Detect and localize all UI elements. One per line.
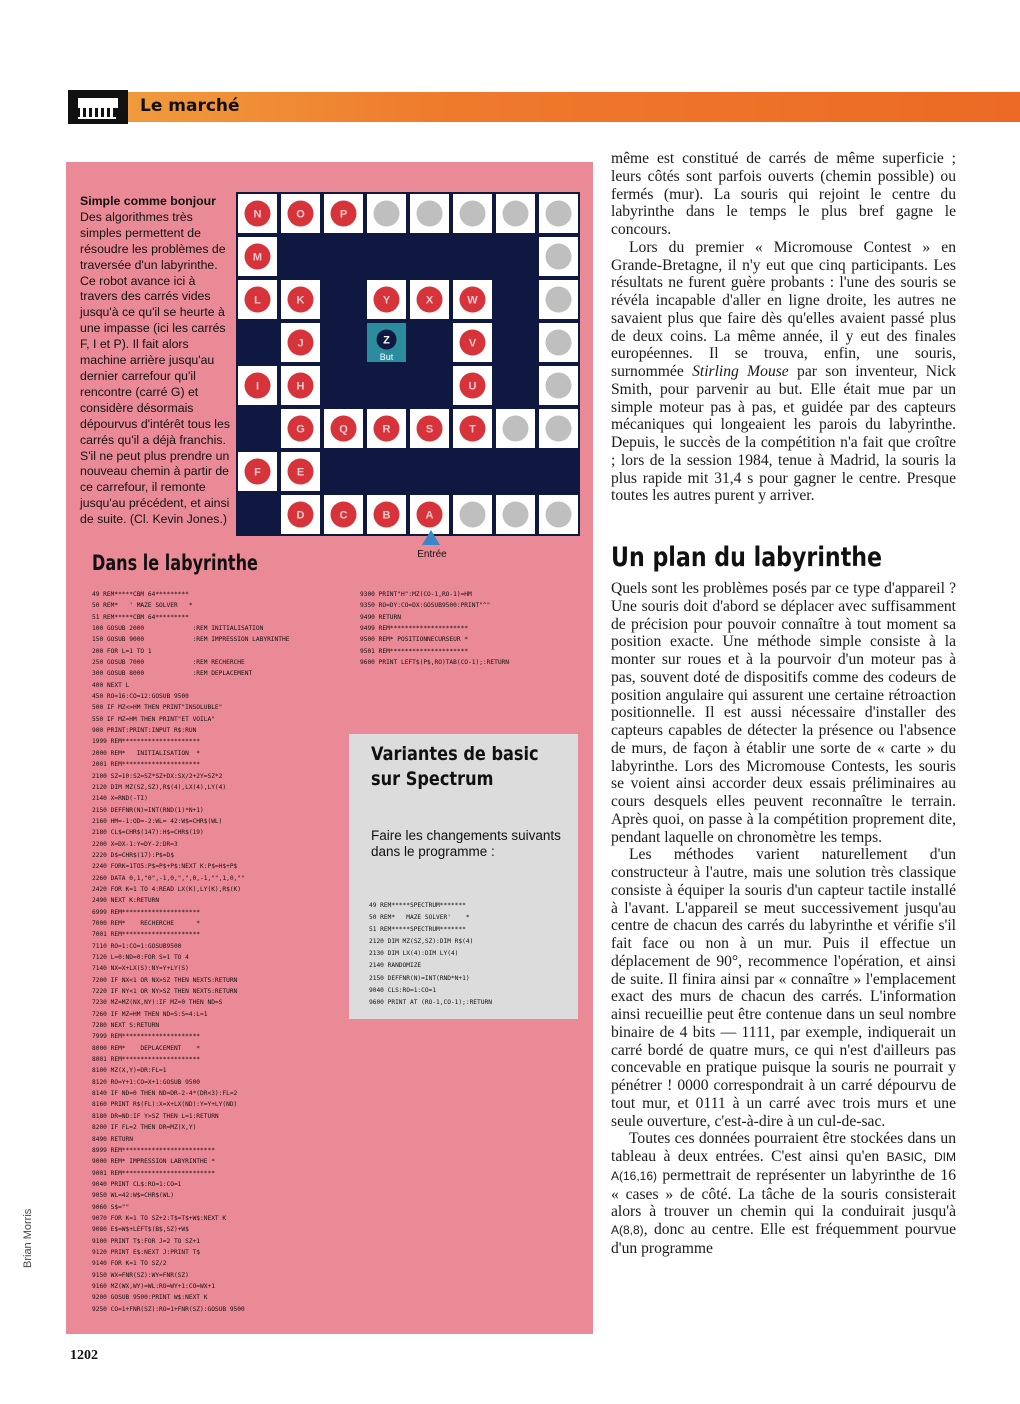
code-line: 2150 DEFFNR(N)=INT(RND*N+1)	[369, 974, 470, 982]
code-line: 8140 IF ND=0 THEN ND=DR-2-4*(DR<3):FL=2	[92, 1090, 238, 1098]
code-line: 8120 RO=Y+1:CO=X+1:GOSUB 9500	[92, 1078, 201, 1086]
maze-cell-empty	[496, 194, 535, 233]
code-line: 50 REM* MAZE SOLVER' *	[369, 914, 470, 922]
maze-cell-empty	[539, 366, 578, 405]
code-line: 2260 DATA 0,1,"0",-1,0,",",0,-1,"",1,0,""	[92, 874, 245, 882]
code-line: 1999 REM*********************	[92, 738, 201, 746]
code-line: 9500 REM* POSITIONNECURSEUR *	[360, 636, 469, 644]
svg-text:U: U	[468, 380, 477, 393]
code-line: 2120 DIM MZ(SZ,SZ):DIM R$(4)	[369, 938, 474, 946]
svg-text:O: O	[296, 208, 305, 221]
code-line: 9000 REM* IMPRESSION LABYRINTHE *	[92, 1158, 215, 1166]
maze-cell-empty	[539, 409, 578, 448]
maze-cell-empty	[453, 495, 492, 534]
code-line: 50 REM* ' MAZE SOLVER *	[92, 602, 193, 610]
code-line: 2150 DEFFNR(N)=INT(RND(1)*N+1)	[92, 806, 204, 814]
code-line: 49 REM*****CBM 64*********	[92, 591, 189, 598]
svg-text:T: T	[469, 423, 476, 436]
code-line: 2130 DIM LX(4):DIM LY(4)	[369, 950, 459, 958]
code-line: 9140 FOR K=1 TO SZ/2	[92, 1260, 167, 1268]
photo-credit: Brian Morris	[22, 1208, 34, 1268]
entry-label: Entrée	[417, 549, 447, 560]
svg-text:D: D	[296, 509, 305, 522]
maze-cell-u	[453, 366, 492, 405]
maze-cell-z	[367, 323, 406, 362]
code-line: 2200 X=DX-1:Y=DY-2:DR=3	[92, 840, 178, 848]
maze-cell-y	[367, 280, 406, 319]
maze-cell-empty	[410, 194, 449, 233]
svg-text:Z: Z	[383, 334, 390, 347]
code-line: 9150 WX=FNR(SZ):WY=FNR(SZ)	[92, 1271, 189, 1279]
code-line: 7260 IF MZ=HM THEN ND=S:S=4:L=1	[92, 1010, 208, 1018]
code-line: 400 NEXT L	[92, 681, 130, 689]
caption-body: Des algorithmes très simples permettent de résoudre les problèmes de traversée d'un labyrinthe. Ce robot avance ici à travers des carrés vides jusqu'à ce qu'il se heurte à une impasse (ici les carrés F, I et P). Il fait alors machine arrière jusqu'au dernier carrefour qu'il rencontre (carré G) et considère désormais dépourvus d'intérêt tous les carrés qu'il a déjà franchis. S'il ne peut plus prendre un nouveau chemin à partir de ce carrefour, il remonte jusqu'au précédent, et ainsi de suite.	[80, 209, 231, 527]
code-line: 6999 REM*********************	[92, 908, 201, 916]
entry-arrow-icon	[422, 530, 440, 545]
caption-title: Simple comme bonjour	[80, 194, 216, 208]
code-line: 9501 REM*********************	[360, 647, 469, 655]
code-line: 9600 PRINT AT (RO-1,CO-1);:RETURN	[369, 998, 492, 1006]
svg-text:V: V	[468, 337, 477, 350]
code-line: 7110 RO=1:CO=1:GOSUB9500	[92, 942, 182, 950]
maze-cell-m	[238, 237, 277, 276]
code-line: 51 REM*****CBM 64*********	[92, 613, 189, 621]
code-listing-right	[360, 589, 509, 668]
code-line: 2490 NEXT K:RETURN	[92, 897, 160, 905]
article-subheading: Un plan du labyrinthe	[611, 542, 883, 573]
svg-text:C: C	[339, 509, 348, 522]
code-line: 9490 RETURN	[360, 613, 401, 621]
code-line: 7001 REM*********************	[92, 931, 201, 939]
code-line: 8999 REM*************************	[92, 1146, 215, 1154]
code-line: 250 GOSUB 7000 :REM RECHERCHE	[92, 659, 245, 667]
code-line: 9250 CO=1+FNR(SZ):RO=1+FNR(SZ):GOSUB 9500	[92, 1305, 245, 1313]
maze-cell-e	[281, 452, 320, 491]
code-line: 2240 FORK=1TO5:P$=P$+P$:NEXT K:P$=H$+P$	[92, 863, 238, 871]
code-line: 9040 CLS:RO=1:CO=1	[369, 986, 437, 994]
svg-text:I: I	[255, 380, 260, 393]
code-line: 9050 WL=42:W$=CHR$(WL)	[92, 1192, 174, 1200]
maze-cell-k	[281, 280, 320, 319]
svg-text:Q: Q	[339, 423, 348, 436]
code-line: 2220 D$=CHR$(17):P$=D$	[92, 851, 174, 859]
maze-cell-empty	[496, 409, 535, 448]
variantes-title	[371, 742, 575, 792]
maze-cell-g	[281, 409, 320, 448]
maze-cell-empty	[453, 194, 492, 233]
code-line: 2160 HM=-1:OD=-2:WL= 42:W$=CHR$(WL)	[92, 817, 223, 825]
code-line: 7280 NEXT S:RETURN	[92, 1022, 160, 1030]
svg-text:E: E	[296, 466, 305, 479]
code-line: 300 GOSUB 8000 :REM DEPLACEMENT	[92, 670, 253, 678]
svg-text:X: X	[425, 294, 434, 307]
code-line: 8001 REM*********************	[92, 1056, 201, 1064]
maze-cell-l	[238, 280, 277, 319]
code-line: 150 GOSUB 9000 :REM IMPRESSION LABYRINTHE	[92, 636, 290, 644]
variantes-instructions: Faire les changements suivants dans le programme :	[371, 828, 561, 859]
code-line: 450 RO=16:CO=12:GOSUB 9500	[92, 693, 189, 701]
figure-caption	[80, 194, 236, 528]
svg-text:W: W	[467, 294, 478, 307]
svg-text:A: A	[425, 509, 434, 522]
maze-cell-empty	[539, 495, 578, 534]
code-line: 2420 FOR K=1 TO 4:READ LX(K),LY(K),R$(K)	[92, 885, 242, 893]
page-number: 1202	[70, 1348, 98, 1363]
code-line: 8100 MZ(X,Y)=DR:FL=1	[92, 1067, 167, 1075]
maze-cell-i	[238, 366, 277, 405]
code-line: 8200 IF FL=2 THEN DR=MZ(X,Y)	[92, 1124, 197, 1132]
code-line: 49 REM*****SPECTRUM*******	[369, 902, 466, 909]
svg-text:J: J	[297, 337, 304, 350]
svg-text:K: K	[296, 294, 305, 307]
svg-text:S: S	[425, 423, 434, 436]
svg-text:Y: Y	[382, 294, 391, 307]
code-line: 9060 S$=""	[92, 1203, 130, 1211]
code-line: 500 IF MZ<>HM THEN PRINT"INSOLUBLE"	[92, 704, 223, 712]
goal-label: But	[379, 352, 394, 362]
article-paragraph: même est constitué de carrés de même superficie ; leurs côtés sont parfois ouverts (chemin possible) ou fermés (mur). La souris qui rejoint le centre du labyrinthe dans le temps le plus bref gagne le concours.	[611, 150, 956, 238]
code-line: 7220 IF NY<1 OR NY>SZ THEN NEXTS:RETURN	[92, 988, 238, 996]
maze-cell-r	[367, 409, 406, 448]
code-line: 9600 PRINT LEFT$(P$,RO)TAB(CO-1);:RETURN	[360, 659, 510, 667]
variantes-box	[349, 734, 578, 1019]
svg-text:M: M	[252, 251, 263, 264]
code-line: 2140 RANDOMIZE	[369, 962, 422, 970]
code-line: 7200 IF NX<1 OR NX>SZ THEN NEXTS:RETURN	[92, 976, 238, 984]
svg-text:H: H	[296, 380, 305, 393]
code-line: 7000 REM* RECHERCHE *	[92, 919, 201, 927]
code-line: 2000 REM* INITIALISATION *	[92, 749, 201, 757]
maze-cell-q	[324, 409, 363, 448]
code-line: 9001 REM*************************	[92, 1169, 215, 1177]
code-line: 9200 GOSUB 9500:PRINT W$:NEXT K	[92, 1294, 208, 1302]
svg-text:G: G	[296, 423, 305, 436]
code-line: 8490 RETURN	[92, 1135, 133, 1143]
maze-cell-j	[281, 323, 320, 362]
code-line: 7120 L=0:ND=0:FOR S=1 TO 4	[92, 954, 189, 961]
svg-text:N: N	[253, 208, 262, 221]
svg-text:P: P	[339, 208, 348, 221]
code-line: 2120 DIM MZ(SZ,SZ),R$(4),LX(4),LY(4)	[92, 783, 227, 791]
code-line: 9300 PRINT"H":MZ(CO-1,RO-1)=HM	[360, 591, 472, 598]
maze-cell-n	[238, 194, 277, 233]
article-paragraph: Les méthodes varient naturellement d'un constructeur à l'autre, mais une solution très classique consiste à équiper la souris d'un capteur tactile installé à l'avant. L'appareil se meut successivement jusqu'au centre de chacun des carrés du labyrinthe et vérifie s'il fait face ou non à un mur. Puis il effectue un déplacement de 90°, recommence l'opération, et ainsi de suite. Il finira ainsi par « connaître » l'emplacement exact des murs de chacun des carrés. L'information ainsi recueillie peut être contenue dans un seul nombre binaire de 4 bits — 1111, par exemple, indiquerait un carré bordé de quatre murs, ce qui n'est d'ailleurs pas concevable en pratique puisque la souris ne pourrait y pénétrer ! 0000 correspondrait à un carré dépourvu de tout mur, et 0111 à un carré avec trois murs et une seule ouverture, c'est-à-dire à un cul-de-sac.	[611, 846, 956, 1130]
code-line: 7140 NX=X+LX(S):NY=Y+LY(S)	[92, 965, 189, 973]
maze-cell-c	[324, 495, 363, 534]
code-line: 8000 REM* DEPLACEMENT *	[92, 1044, 201, 1052]
code-line: 9080 E$=W$+LEFT$(B$,SZ)+W$	[92, 1226, 189, 1234]
code-line: 7999 REM*********************	[92, 1033, 201, 1041]
code-line: 8160 PRINT R$(FL):X=X+LX(ND):Y=Y+LY(ND)	[92, 1101, 238, 1109]
code-line: 51 REM*****SPECTRUM*******	[369, 926, 466, 934]
maze-cell-v	[453, 323, 492, 362]
svg-text:L: L	[254, 294, 261, 307]
maze-cell-a	[410, 495, 449, 534]
code-line: 9350 RO=DY:CO=DX:GOSUB9500:PRINT"^"	[360, 602, 491, 610]
code-line: 2001 REM*********************	[92, 761, 201, 769]
article-paragraph: Lors du premier « Micromouse Contest » en Grande-Bretagne, il n'y eut que cinq participants. Les résultats ne furent guère probants : l'une des souris se révéla incapable d'aller en ligne droite, les autres ne savaient plus que faire dès qu'elles avaient passé plus de deux coins. La même année, il y eut des finales européennes. Il se trouva, enfin, une souris, surnommée Stirling Mouse par son inventeur, Nick Smith, pour parvenir au but. Elle était mue par un simple moteur pas à pas, et guidée par des capteurs mécaniques qui longeaient les parois du labyrinthe. Depuis, le succès de la compétition n'a fait que croître ; lors de la session 1984, tenue à Madrid, la souris la plus rapide mit 31,4 s pour gagner le centre. Presque toutes les autres purent y arriver.	[611, 238, 956, 505]
maze-cell-empty	[367, 194, 406, 233]
code-line: 7230 MZ=MZ(NX,NY):IF MZ=0 THEN ND=S	[92, 999, 223, 1007]
code-line: 9120 PRINT E$:NEXT J:PRINT T$	[92, 1248, 201, 1256]
maze-cell-x	[410, 280, 449, 319]
program-title: Dans le labyrinthe	[92, 551, 258, 575]
caption-credit: (Cl. Kevin Jones.)	[129, 512, 227, 527]
maze-cell-d	[281, 495, 320, 534]
section-title: Le marché	[140, 96, 240, 116]
svg-text:B: B	[382, 509, 391, 522]
code-line: 200 FOR L=1 TO 1	[92, 647, 152, 655]
maze-cell-h	[281, 366, 320, 405]
code-line: 9160 MZ(WX,WY)=WL:RO=WY+1:CO=WX+1	[92, 1282, 215, 1290]
code-line: 2100 SZ=10:S2=SZ*SZ+DX:SX/2+2Y=SZ*2	[92, 772, 223, 780]
maze-cell-s	[410, 409, 449, 448]
maze-cell-t	[453, 409, 492, 448]
chip-icon	[68, 90, 128, 124]
variantes-title-line2: sur Spectrum	[371, 768, 494, 790]
maze-cell-empty	[539, 194, 578, 233]
svg-text:F: F	[254, 466, 261, 479]
code-line: 9100 PRINT T$:FOR J=2 TO SZ+1	[92, 1237, 201, 1245]
code-line: 9499 REM*********************	[360, 625, 469, 633]
maze-cell-o	[281, 194, 320, 233]
maze-svg	[236, 192, 580, 536]
code-listing-main	[92, 589, 289, 1315]
maze-cell-p	[324, 194, 363, 233]
maze-cell-empty	[539, 323, 578, 362]
code-line: 9070 FOR K=1 TO SZ+2:T$=T$+W$:NEXT K	[92, 1214, 227, 1222]
maze-cell-w	[453, 280, 492, 319]
maze-cell-empty	[539, 237, 578, 276]
code-line: 2140 X=RND(-TI)	[92, 795, 148, 803]
article-column-top	[611, 150, 956, 505]
svg-text:R: R	[382, 423, 391, 436]
article-paragraph: Toutes ces données pourraient être stockées dans un tableau à deux entrées. C'est ainsi qu'en BASIC, DIM A(16,16) permettrait de représenter un labyrinthe de 16 « cases » de côté. La tâche de la souris consisterait alors à trouver un chemin qui la conduirait jusqu'à A(8,8), donc au centre. Elle est fréquemment pourvue d'un programme	[611, 1130, 957, 1257]
code-line: 900 PRINT:PRINT:INPUT R$:RUN	[92, 727, 197, 735]
code-line: 8180 DR=ND:IF Y>SZ THEN L=1:RETURN	[92, 1112, 219, 1120]
article-paragraph: Quels sont les problèmes posés par ce type d'appareil ? Une souris doit d'abord se déplacer avec suffisamment de précision pour pouvoir connaître à tout moment sa position exacte. Une méthode simple consiste à la monter sur roues et à la pourvoir d'un moteur pas à pas, souvent doté de dispositifs comme des codeurs de position angulaire qui assurent une certaine rétroaction positionnelle. Il est aussi nécessaire d'installer des capteurs capables de détecter la présence ou l'absence de murs, de façon à établir une sorte de « carte » du labyrinthe. Lors des Micromouse Contests, les souris se voient ainsi accorder deux essais préliminaires au cours desquels elles peuvent reconnaître le terrain. Après quoi, on passe à la compétition proprement dite, pendant laquelle on chronomètre les temps.	[611, 580, 956, 846]
maze-cell-empty	[539, 280, 578, 319]
code-line: 550 IF MZ=HM THEN PRINT"ET VOILA"	[92, 715, 215, 723]
maze-cell-empty	[496, 495, 535, 534]
article-column-bottom	[611, 580, 956, 1258]
code-line: 2180 CL$=CHR$(147):H$=CHR$(19)	[92, 829, 204, 837]
variantes-code-listing	[369, 900, 492, 1009]
maze-cell-b	[367, 495, 406, 534]
code-line: 100 GOSUB 2000 :REM INITIALISATION	[92, 625, 264, 633]
code-line: 9040 PRINT CL$:RO=1:CO=1	[92, 1180, 182, 1188]
variantes-title-line1: Variantes de basic	[371, 743, 539, 765]
maze-cell-f	[238, 452, 277, 491]
maze-diagram	[236, 192, 580, 536]
